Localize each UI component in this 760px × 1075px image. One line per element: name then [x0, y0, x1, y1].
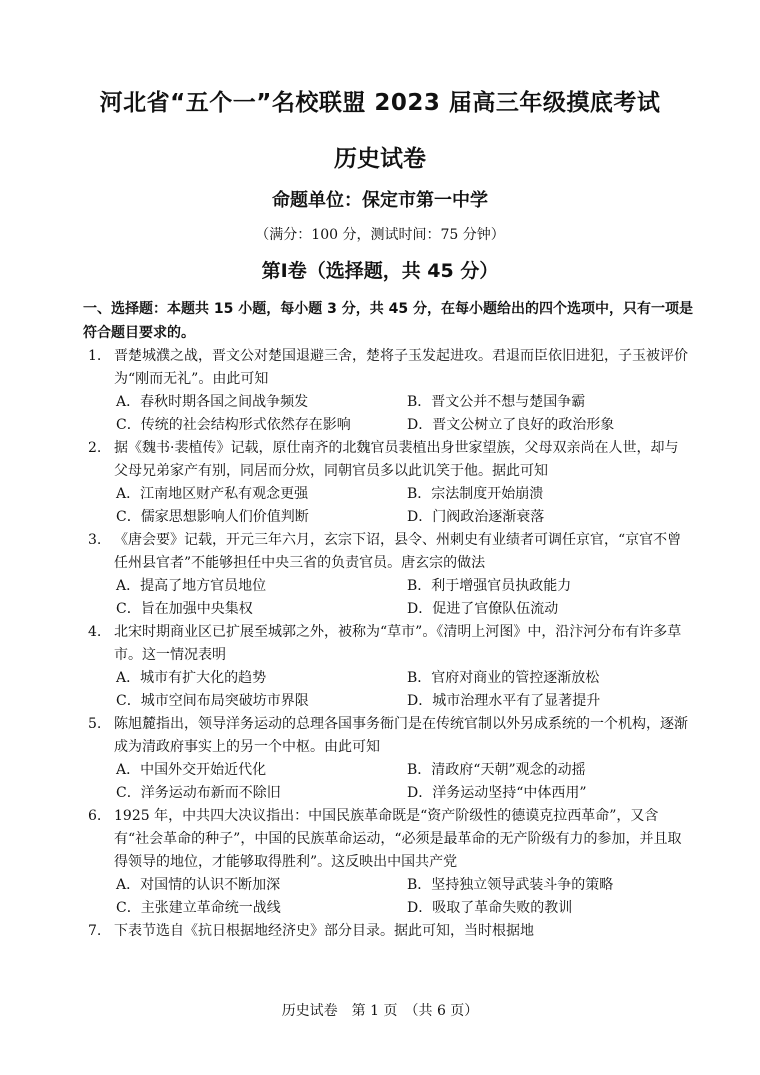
question-text: 陈旭麓指出，领导洋务运动的总理各国事务衙门是在传统官制以外另成系统的一个机构，逐渐成为清政府事实上的另一个中枢。由此可知 — [114, 716, 688, 755]
exam-unit: 命题单位：保定市第一中学 — [272, 190, 488, 211]
question-number: 5. — [88, 716, 102, 732]
question-1 — [88, 345, 688, 437]
question-number: 2. — [88, 440, 102, 456]
option-d: D．门阀政治逐渐衰落 — [407, 509, 545, 525]
question-number: 1. — [88, 348, 102, 364]
option-d: D．促进了官僚队伍流动 — [407, 601, 559, 617]
option-c: C．城市空间布局突破坊市界限 — [116, 693, 309, 709]
section-title: 第Ⅰ卷（选择题，共 45 分） — [261, 260, 499, 282]
question-5 — [88, 713, 688, 805]
question-text: 北宋时期商业区已扩展至城郭之外，被称为“草市”。《清明上河图》中，沿汴河分布有许多草市。这一情况表明 — [114, 624, 682, 663]
question-text: 晋楚城濮之战，晋文公对楚国退避三舍，楚将子玉发起进攻。君退而臣依旧进犯，子玉被评价为“刚而无礼”。由此可知 — [114, 348, 688, 387]
option-c: C．传统的社会结构形式依然存在影响 — [116, 417, 351, 433]
option-a: A．江南地区财产私有观念更强 — [116, 486, 309, 502]
option-c: C．洋务运动布新而不除旧 — [116, 785, 281, 801]
question-3 — [88, 529, 688, 621]
option-d: D．晋文公树立了良好的政治形象 — [407, 417, 615, 433]
question-text: 据《魏书·裴植传》记载，原仕南齐的北魏官员裴植出身世家望族，父母双亲尚在人世，却与父母兄弟家产有别，同居而分炊，同朝官员多以此讥笑于他。据此可知 — [114, 440, 679, 479]
question-6 — [88, 805, 688, 920]
exam-meta: （满分：100 分，测试时间：75 分钟） — [255, 227, 505, 243]
option-c: C．主张建立革命统一战线 — [116, 900, 281, 916]
option-a: A．中国外交开始近代化 — [116, 762, 267, 778]
question-text: 下表节选自《抗日根据地经济史》部分目录。据此可知，当时根据地 — [114, 923, 534, 939]
option-list — [114, 483, 688, 529]
option-b: B．宗法制度开始崩溃 — [407, 486, 544, 502]
exam-title: 河北省“五个一”名校联盟 2023 届高三年级摸底考试 — [99, 90, 661, 116]
option-list — [114, 391, 688, 437]
option-a: A．提高了地方官员地位 — [116, 578, 267, 594]
question-list — [88, 345, 688, 943]
option-list — [114, 575, 688, 621]
option-d: D．城市治理水平有了显著提升 — [407, 693, 601, 709]
section-instructions: 一、选择题：本题共 15 小题，每小题 3 分，共 45 分，在每小题给出的四个选项中，只有一项是符合题目要求的。 — [83, 301, 693, 341]
question-text: 1925 年，中共四大决议指出：中国民族革命既是“资产阶级性的德谟克拉西革命”，又含有“社会革命的种子”，中国的民族革命运动，“必须是最革命的无产阶级有力的参加，并且取得领导的地位，才能够取得胜利”。这反映出中国共产党 — [114, 808, 682, 870]
question-7 — [88, 920, 688, 943]
option-list — [114, 667, 688, 713]
question-2 — [88, 437, 688, 529]
option-b: B．坚持独立领导武装斗争的策略 — [407, 877, 614, 893]
option-c: C．儒家思想影响人们价值判断 — [116, 509, 309, 525]
option-b: B．官府对商业的管控逐渐放松 — [407, 670, 600, 686]
page-footer: 历史试卷 第 1 页 （共 6 页） — [281, 1003, 479, 1019]
option-a: A．春秋时期各国之间战争频发 — [116, 394, 309, 410]
option-a: A．对国情的认识不断加深 — [116, 877, 281, 893]
question-text: 《唐会要》记载，开元三年六月，玄宗下诏，县令、州刺史有业绩者可调任京官，“京官不曾任州县官者”不能够担任中央三省的负责官员。唐玄宗的做法 — [114, 532, 682, 571]
question-number: 6. — [88, 808, 102, 824]
question-number: 7. — [88, 923, 102, 939]
option-b: B．利于增强官员执政能力 — [407, 578, 572, 594]
option-d: D．洋务运动坚持“中体西用” — [407, 785, 587, 801]
option-c: C．旨在加强中央集权 — [116, 601, 253, 617]
question-number: 3. — [88, 532, 102, 548]
question-4 — [88, 621, 688, 713]
option-a: A．城市有扩大化的趋势 — [116, 670, 267, 686]
option-list — [114, 759, 688, 805]
option-list — [114, 874, 688, 920]
question-number: 4. — [88, 624, 102, 640]
option-b: B．清政府“天朝”观念的动摇 — [407, 762, 586, 778]
exam-subtitle: 历史试卷 — [334, 146, 426, 172]
option-b: B．晋文公并不想与楚国争霸 — [407, 394, 586, 410]
option-d: D．吸取了革命失败的教训 — [407, 900, 573, 916]
